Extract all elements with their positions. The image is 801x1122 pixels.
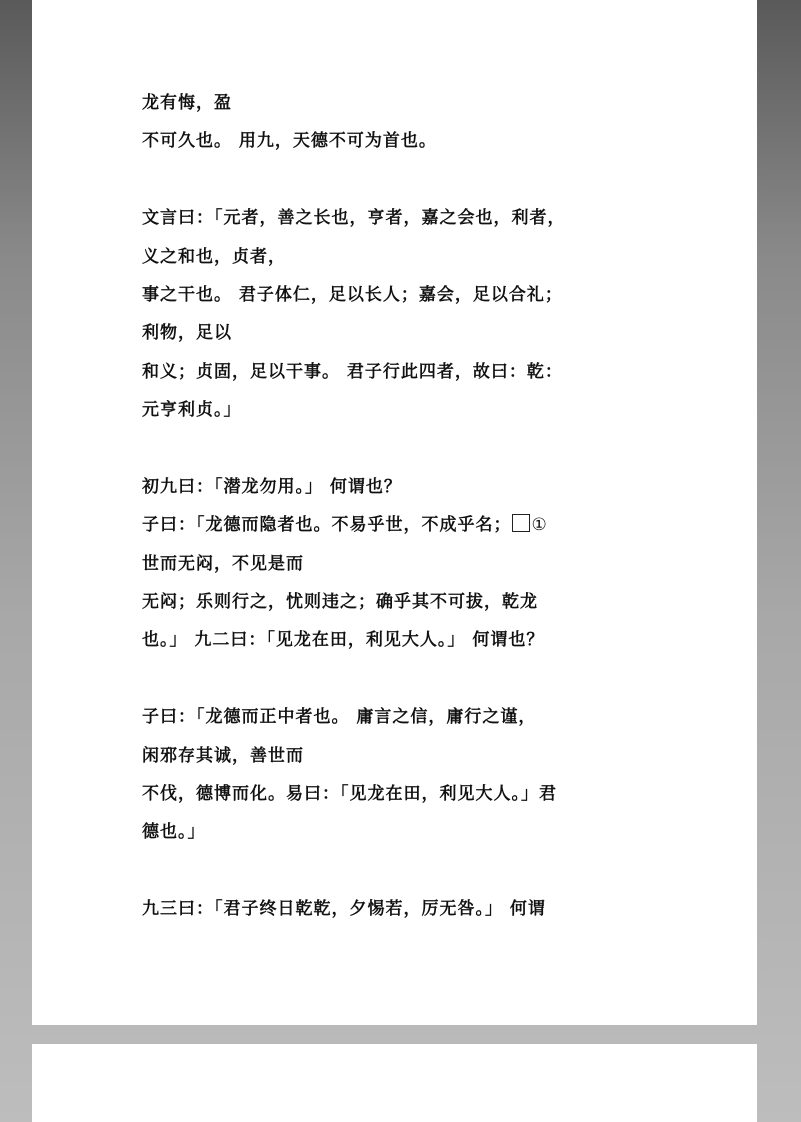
text-line-6: 事之干也。 君子体仁，足以长人；嘉会，足以合礼； bbox=[142, 284, 563, 305]
text-line-2: 不可久也。 用九，天德不可为首也。 bbox=[142, 131, 437, 152]
blank-line bbox=[142, 852, 682, 890]
document-page-2 bbox=[32, 1044, 757, 1122]
text-line-12-content: 子曰：「龙德而隐者也。不易乎世，不成乎名； bbox=[142, 515, 512, 536]
footnote-mark: ① bbox=[531, 515, 548, 536]
blank-line bbox=[142, 161, 682, 199]
text-line-15: 也。」 九二曰：「见龙在田，利见大人。」 何谓也？ bbox=[142, 630, 545, 651]
text-line-20: 德也。」 bbox=[142, 822, 206, 843]
text-line-22: 九三曰：「君子终日乾乾，夕惕若，厉无咎。」 何谓 bbox=[142, 899, 546, 920]
text-line-5: 义之和也，贞者， bbox=[142, 246, 286, 267]
text-line-17: 子曰：「龙德而正中者也。 庸言之信，庸行之谨， bbox=[142, 707, 537, 728]
page-text bbox=[142, 84, 682, 929]
text-line-9: 元亨利贞。」 bbox=[142, 400, 242, 421]
text-line-12 bbox=[142, 506, 682, 544]
missing-character-box bbox=[512, 514, 530, 532]
text-line-1: 龙有悔，盈 bbox=[142, 93, 232, 113]
text-line-18: 闲邪存其诚，善世而 bbox=[142, 745, 304, 766]
text-line-11: 初九曰：「潜龙勿用。」 何谓也？ bbox=[142, 476, 402, 497]
text-line-4: 文言曰：「元者，善之长也，亨者，嘉之会也，利者， bbox=[142, 208, 566, 229]
blank-line bbox=[142, 660, 682, 698]
document-page-1 bbox=[32, 0, 757, 1025]
text-line-8: 和义；贞固，足以干事。 君子行此四者，故曰：乾： bbox=[142, 361, 563, 382]
text-line-19: 不伐，德博而化。易曰：「见龙在田，利见大人。」君 bbox=[142, 784, 557, 805]
text-line-13: 世而无闷，不见是而 bbox=[142, 553, 304, 574]
blank-line bbox=[142, 430, 682, 468]
text-line-14: 无闷；乐则行之，忧则违之；确乎其不可拔，乾龙 bbox=[142, 592, 538, 613]
text-line-7: 利物，足以 bbox=[142, 323, 232, 344]
